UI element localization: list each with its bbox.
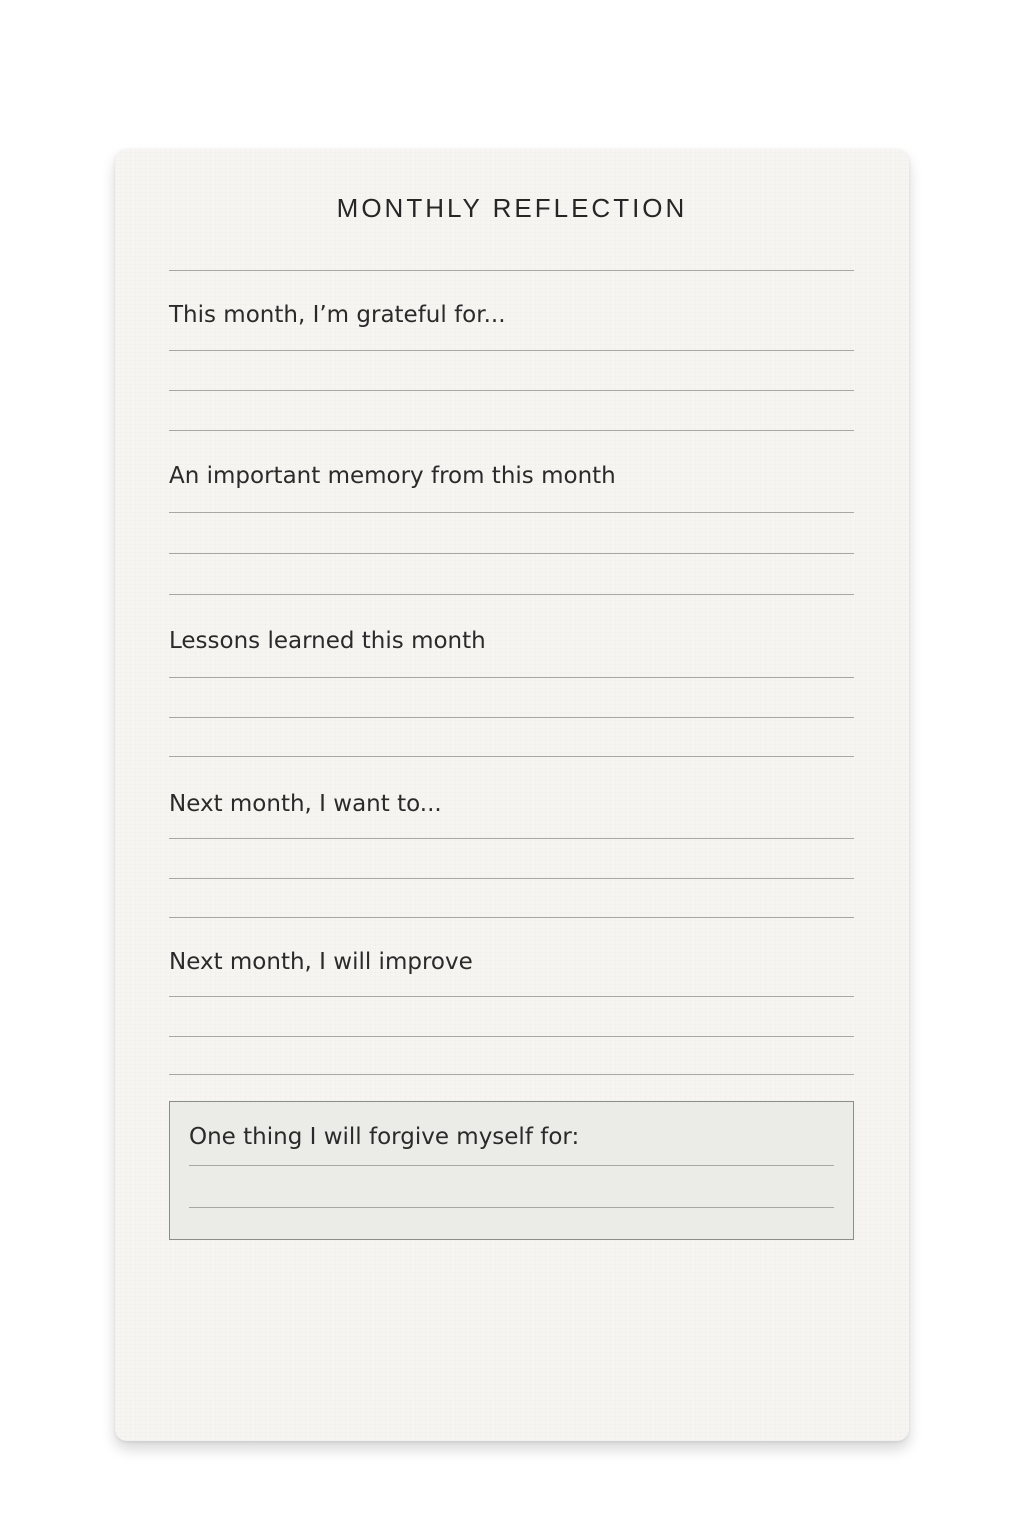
writing-line[interactable] — [169, 838, 854, 839]
prompt-improve-label: Next month, I will improve — [169, 949, 473, 975]
prompt-grateful-label: This month, I’m grateful for... — [169, 302, 506, 328]
writing-line[interactable] — [169, 878, 854, 879]
writing-line[interactable] — [189, 1165, 834, 1166]
writing-line[interactable] — [169, 512, 854, 513]
writing-line[interactable] — [169, 996, 854, 997]
reflection-worksheet-card — [115, 149, 909, 1441]
prompt-memory-label: An important memory from this month — [169, 463, 616, 489]
writing-line[interactable] — [169, 756, 854, 757]
forgive-box — [169, 1101, 854, 1240]
writing-line[interactable] — [169, 390, 854, 391]
writing-line[interactable] — [169, 717, 854, 718]
writing-line[interactable] — [169, 1036, 854, 1037]
title-divider — [169, 270, 854, 271]
writing-line[interactable] — [169, 430, 854, 431]
writing-line[interactable] — [169, 677, 854, 678]
writing-line[interactable] — [169, 917, 854, 918]
worksheet-title: MONTHLY REFLECTION — [336, 193, 688, 223]
prompt-lessons-label: Lessons learned this month — [169, 628, 486, 654]
writing-line[interactable] — [169, 594, 854, 595]
prompt-want-label: Next month, I want to... — [169, 791, 442, 817]
writing-line[interactable] — [169, 350, 854, 351]
writing-line[interactable] — [169, 553, 854, 554]
writing-line[interactable] — [169, 1074, 854, 1075]
writing-line[interactable] — [189, 1207, 834, 1208]
forgive-box-label: One thing I will forgive myself for: — [189, 1124, 580, 1150]
